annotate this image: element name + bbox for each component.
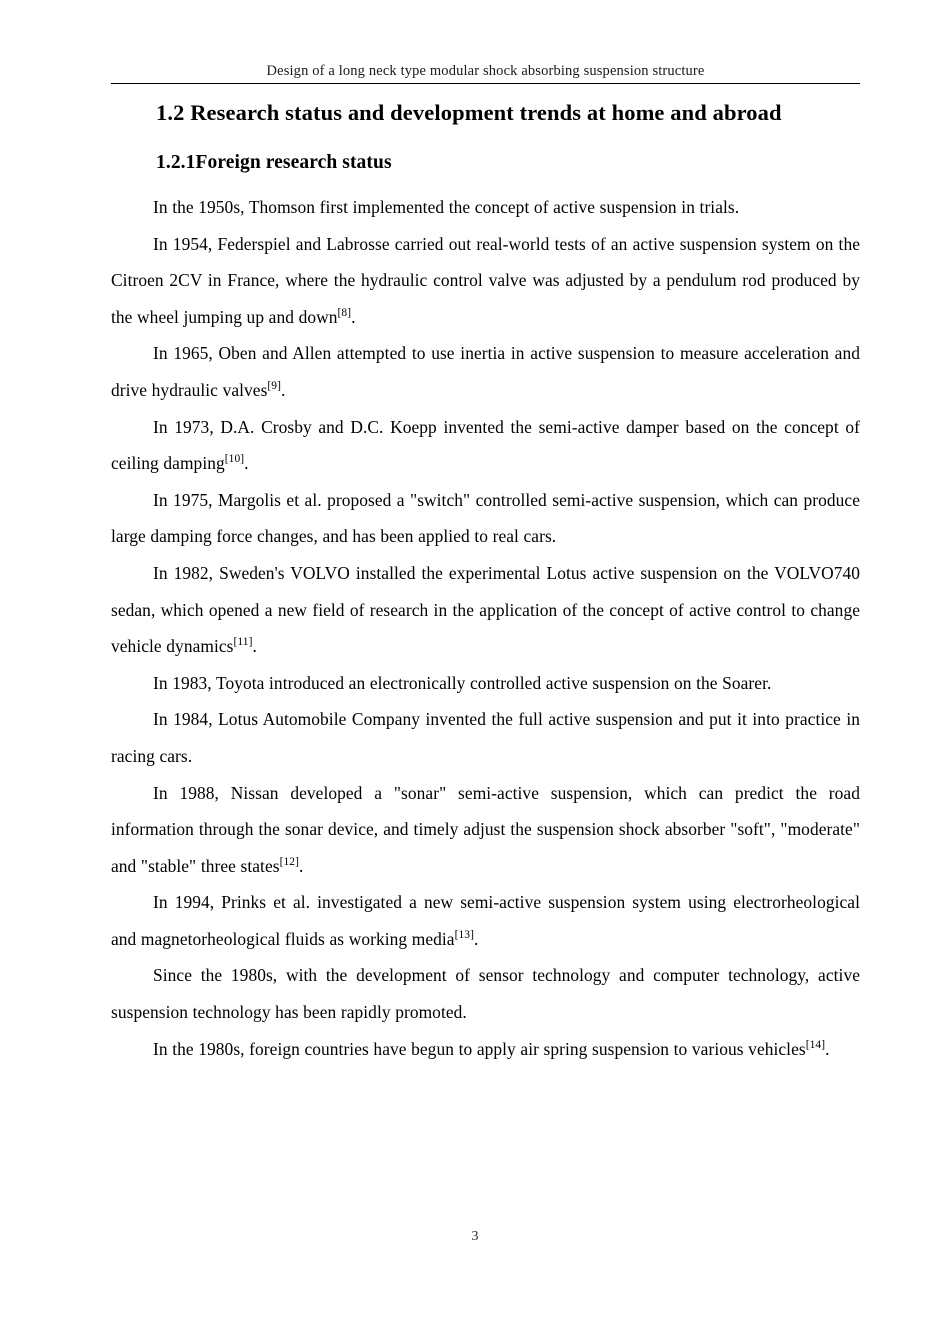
citation-reference: [13]: [454, 929, 474, 942]
paragraph-text: In 1994, Prinks et al. investigated a new semi-active suspension system using electrorheological and magnetorheological fluids as working media: [111, 892, 860, 949]
header-rule-divider: [111, 83, 860, 84]
paragraph-text: In 1954, Federspiel and Labrosse carried out real-world tests of an active suspension system on the Citroen 2CV in France, where the hydraulic control valve was adjusted by a pendulum rod produced by the wheel jumping up and down: [111, 233, 860, 327]
page-footer: [0, 1228, 950, 1246]
paragraph-tail: .: [825, 1038, 830, 1059]
citation-reference: [10]: [224, 453, 245, 466]
citation-reference: [14]: [805, 1038, 826, 1051]
body-paragraph: [111, 409, 860, 482]
running-title: Design of a long neck type modular shock absorbing suspension structure: [266, 63, 705, 79]
body-paragraph: [111, 335, 860, 408]
paragraph-tail: .: [298, 855, 304, 876]
body-paragraph: [111, 701, 860, 774]
paragraph-text: In 1965, Oben and Allen attempted to use inertia in active suspension to measure acceleration and drive hydraulic valves: [111, 343, 860, 400]
document-body: [111, 98, 860, 1067]
page-number: 3: [471, 1229, 479, 1244]
paragraph-tail: .: [351, 306, 356, 327]
paragraph-text: In 1984, Lotus Automobile Company invented the full active suspension and put it into practice in racing cars.: [111, 709, 860, 766]
paragraph-tail: .: [281, 379, 286, 400]
paragraph-tail: .: [252, 636, 257, 657]
paragraph-text: In 1983, Toyota introduced an electronically controlled active suspension on the Soarer.: [153, 672, 772, 693]
paragraph-text: In 1975, Margolis et al. proposed a "switch" controlled semi-active suspension, which can produce large damping force changes, and has been applied to real cars.: [111, 489, 860, 547]
spacer-after-subsection-heading: [111, 177, 860, 189]
body-paragraph: [111, 665, 860, 702]
body-paragraph: [111, 226, 860, 336]
paragraph-text: In 1988, Nissan developed a "sonar" semi-active suspension, which can predict the road information through the sonar device, and timely adjust the suspension shock absorber "soft", "moderate" and "stable" three states: [111, 782, 860, 876]
spacer-after-section-heading: [111, 128, 860, 149]
citation-reference: [12]: [279, 855, 299, 868]
paragraph-text: Since the 1980s, with the development of sensor technology and computer technology, active suspension technology has been rapidly promoted.: [111, 965, 860, 1023]
paragraph-text: In 1982, Sweden's VOLVO installed the experimental Lotus active suspension on the VOLVO740 sedan, which opened a new field of research in the application of the concept of active control to change vehicle dynamics: [111, 562, 860, 657]
subsection-heading: 1.2.1Foreign research status: [156, 152, 392, 173]
paragraph-text: In 1973, D.A. Crosby and D.C. Koepp invented the semi-active damper based on the concept of ceiling damping: [111, 416, 860, 474]
paragraph-text: In the 1950s, Thomson first implemented the concept of active suspension in trials.: [153, 197, 740, 217]
body-paragraph: [111, 555, 860, 665]
paragraph-list: [111, 189, 860, 1067]
body-paragraph: [111, 482, 860, 555]
citation-reference: [11]: [233, 636, 253, 649]
citation-reference: [8]: [337, 306, 352, 319]
page-header: [111, 62, 860, 84]
body-paragraph: [111, 189, 860, 226]
paragraph-tail: .: [473, 928, 479, 949]
body-paragraph: [111, 1031, 860, 1068]
section-heading: 1.2 Research status and development trends at home and abroad: [156, 100, 782, 125]
paragraph-text: In the 1980s, foreign countries have begun to apply air spring suspension to various vehicles: [153, 1038, 806, 1059]
body-paragraph: [111, 957, 860, 1030]
body-paragraph: [111, 775, 860, 885]
citation-reference: [9]: [267, 380, 282, 393]
paragraph-tail: .: [244, 453, 249, 474]
body-paragraph: [111, 884, 860, 957]
